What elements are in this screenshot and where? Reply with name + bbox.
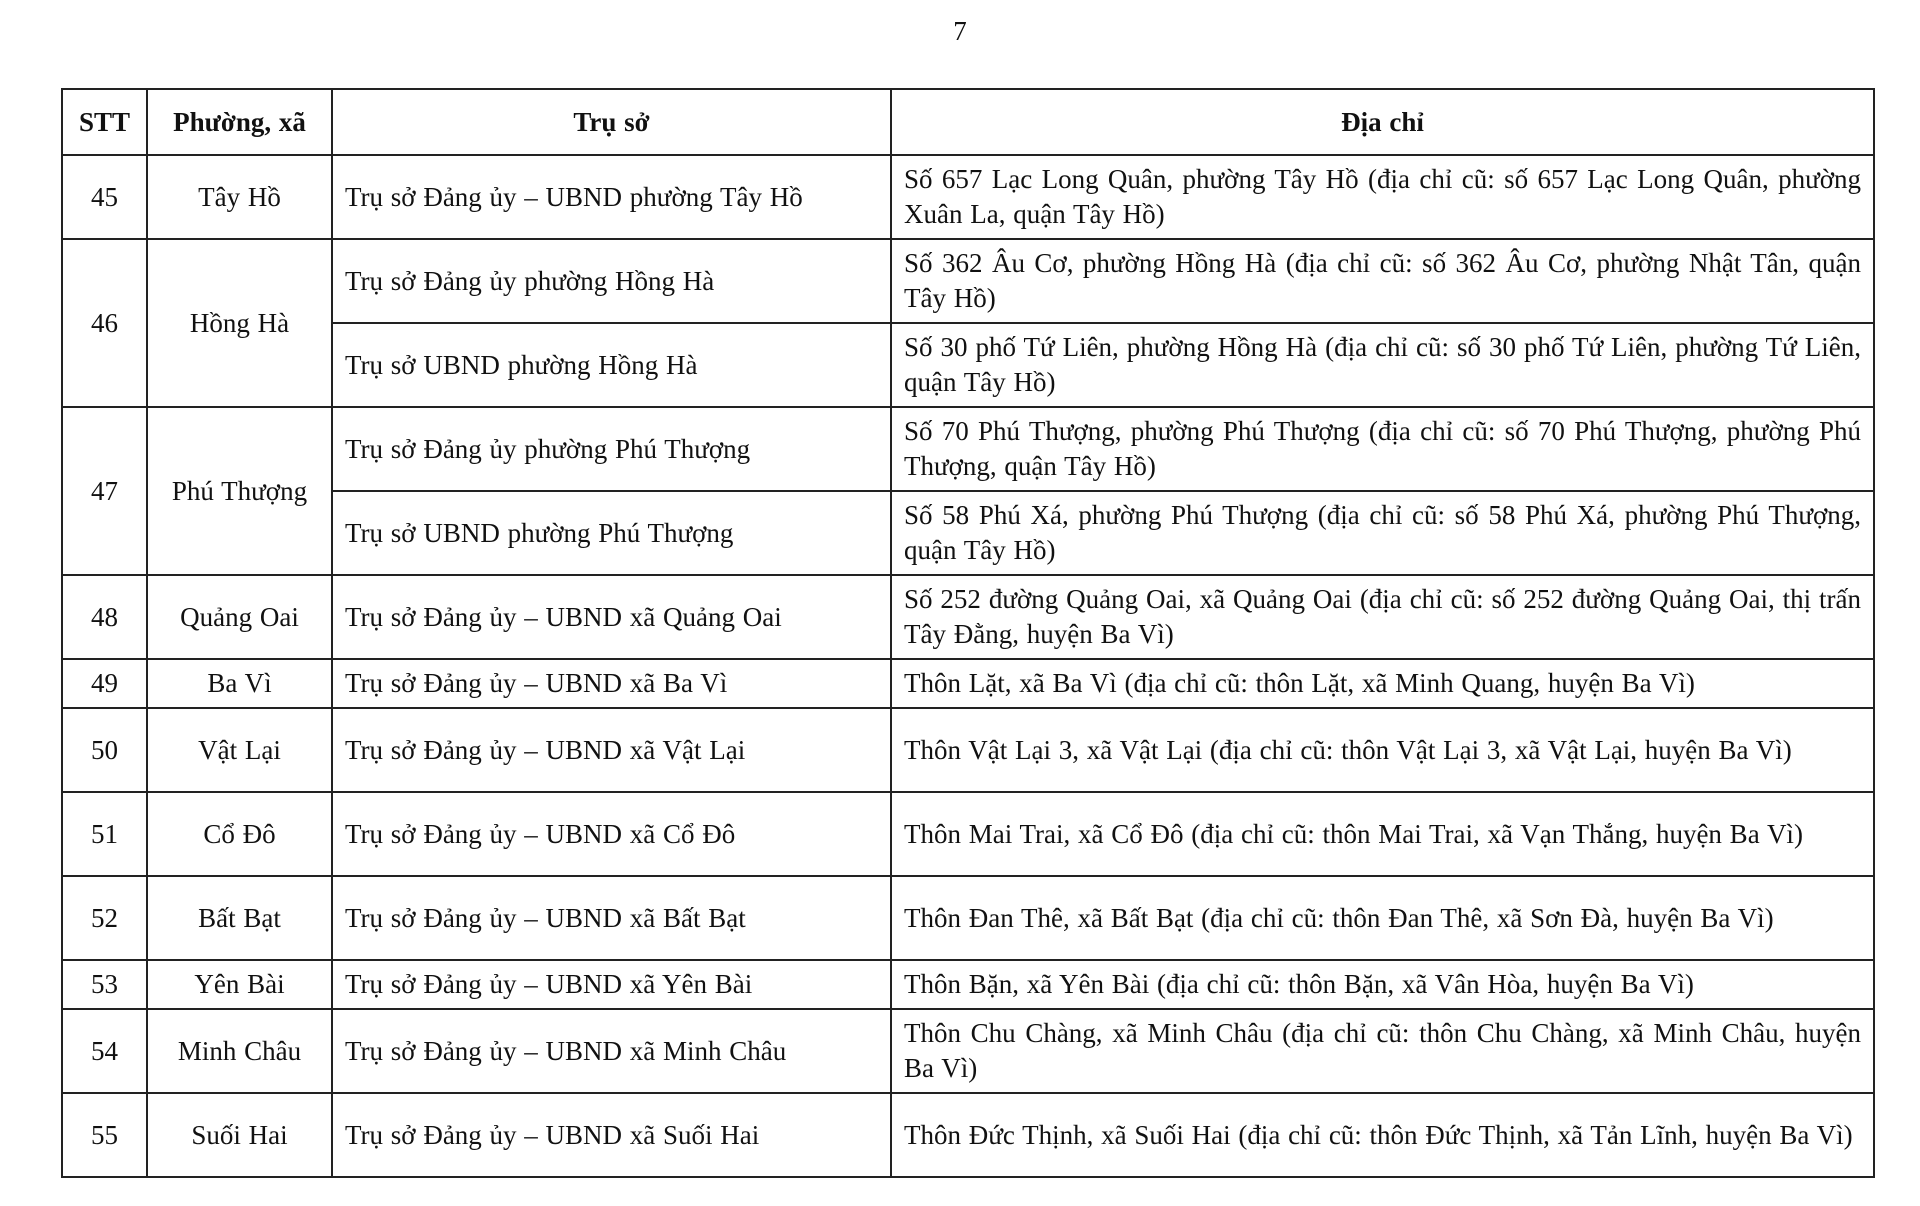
row-address: Thôn Đức Thịnh, xã Suối Hai (địa chỉ cũ: thôn Đức Thịnh, xã Tản Lĩnh, huyện Ba Vì) — [891, 1093, 1874, 1177]
row-address: Thôn Đan Thê, xã Bất Bạt (địa chỉ cũ: thôn Đan Thê, xã Sơn Đà, huyện Ba Vì) — [891, 876, 1874, 960]
row-ward: Yên Bài — [147, 960, 332, 1009]
row-ward: Minh Châu — [147, 1009, 332, 1093]
row-ward: Tây Hồ — [147, 155, 332, 239]
header-stt: STT — [62, 89, 147, 155]
row-address: Thôn Bặn, xã Yên Bài (địa chỉ cũ: thôn Bặn, xã Vân Hòa, huyện Ba Vì) — [891, 960, 1874, 1009]
row-address: Số 70 Phú Thượng, phường Phú Thượng (địa chỉ cũ: số 70 Phú Thượng, phường Phú Thượng, quận Tây Hồ) — [891, 407, 1874, 491]
row-headquarters: Trụ sở Đảng ủy – UBND xã Ba Vì — [332, 659, 891, 708]
table-row — [62, 708, 1874, 792]
row-address: Số 252 đường Quảng Oai, xã Quảng Oai (địa chỉ cũ: số 252 đường Quảng Oai, thị trấn Tây Đằng, huyện Ba Vì) — [891, 575, 1874, 659]
row-address: Số 657 Lạc Long Quân, phường Tây Hồ (địa chỉ cũ: số 657 Lạc Long Quân, phường Xuân La, quận Tây Hồ) — [891, 155, 1874, 239]
row-headquarters: Trụ sở Đảng ủy – UBND phường Tây Hồ — [332, 155, 891, 239]
row-address: Thôn Mai Trai, xã Cổ Đô (địa chỉ cũ: thôn Mai Trai, xã Vạn Thắng, huyện Ba Vì) — [891, 792, 1874, 876]
table-row — [62, 876, 1874, 960]
table-row — [62, 239, 1874, 323]
row-headquarters: Trụ sở Đảng ủy – UBND xã Minh Châu — [332, 1009, 891, 1093]
table-row — [62, 407, 1874, 491]
header-address: Địa chỉ — [891, 89, 1874, 155]
row-stt: 48 — [62, 575, 147, 659]
row-stt: 46 — [62, 239, 147, 407]
row-ward: Bất Bạt — [147, 876, 332, 960]
header-headquarters: Trụ sở — [332, 89, 891, 155]
row-headquarters: Trụ sở Đảng ủy – UBND xã Cổ Đô — [332, 792, 891, 876]
row-stt: 50 — [62, 708, 147, 792]
row-headquarters: Trụ sở Đảng ủy phường Hồng Hà — [332, 239, 891, 323]
page-number: 7 — [953, 16, 967, 46]
table-row — [62, 323, 1874, 407]
row-ward: Cổ Đô — [147, 792, 332, 876]
row-headquarters: Trụ sở UBND phường Hồng Hà — [332, 323, 891, 407]
row-ward: Phú Thượng — [147, 407, 332, 575]
row-ward: Ba Vì — [147, 659, 332, 708]
row-stt: 53 — [62, 960, 147, 1009]
headquarters-table — [61, 88, 1875, 1178]
row-stt: 54 — [62, 1009, 147, 1093]
row-ward: Hồng Hà — [147, 239, 332, 407]
row-headquarters: Trụ sở Đảng ủy – UBND xã Quảng Oai — [332, 575, 891, 659]
table-row — [62, 1009, 1874, 1093]
row-stt: 55 — [62, 1093, 147, 1177]
row-address: Số 30 phố Tứ Liên, phường Hồng Hà (địa chỉ cũ: số 30 phố Tứ Liên, phường Tứ Liên, quận Tây Hồ) — [891, 323, 1874, 407]
row-headquarters: Trụ sở Đảng ủy – UBND xã Suối Hai — [332, 1093, 891, 1177]
row-address: Số 362 Âu Cơ, phường Hồng Hà (địa chỉ cũ: số 362 Âu Cơ, phường Nhật Tân, quận Tây Hồ) — [891, 239, 1874, 323]
row-headquarters: Trụ sở Đảng ủy – UBND xã Bất Bạt — [332, 876, 891, 960]
row-address: Thôn Chu Chàng, xã Minh Châu (địa chỉ cũ: thôn Chu Chàng, xã Minh Châu, huyện Ba Vì) — [891, 1009, 1874, 1093]
row-address: Số 58 Phú Xá, phường Phú Thượng (địa chỉ cũ: số 58 Phú Xá, phường Phú Thượng, quận Tây Hồ) — [891, 491, 1874, 575]
row-stt: 47 — [62, 407, 147, 575]
table-row — [62, 960, 1874, 1009]
table-row — [62, 659, 1874, 708]
row-stt: 49 — [62, 659, 147, 708]
table-row — [62, 491, 1874, 575]
table-row — [62, 1093, 1874, 1177]
table-row — [62, 575, 1874, 659]
row-stt: 45 — [62, 155, 147, 239]
row-address: Thôn Lặt, xã Ba Vì (địa chỉ cũ: thôn Lặt, xã Minh Quang, huyện Ba Vì) — [891, 659, 1874, 708]
row-stt: 51 — [62, 792, 147, 876]
row-headquarters: Trụ sở UBND phường Phú Thượng — [332, 491, 891, 575]
table-row — [62, 155, 1874, 239]
row-headquarters: Trụ sở Đảng ủy – UBND xã Yên Bài — [332, 960, 891, 1009]
table-header-row — [62, 89, 1874, 155]
row-headquarters: Trụ sở Đảng ủy – UBND xã Vật Lại — [332, 708, 891, 792]
header-ward: Phường, xã — [147, 89, 332, 155]
row-ward: Quảng Oai — [147, 575, 332, 659]
row-ward: Vật Lại — [147, 708, 332, 792]
row-ward: Suối Hai — [147, 1093, 332, 1177]
table-row — [62, 792, 1874, 876]
row-headquarters: Trụ sở Đảng ủy phường Phú Thượng — [332, 407, 891, 491]
row-stt: 52 — [62, 876, 147, 960]
row-address: Thôn Vật Lại 3, xã Vật Lại (địa chỉ cũ: thôn Vật Lại 3, xã Vật Lại, huyện Ba Vì) — [891, 708, 1874, 792]
